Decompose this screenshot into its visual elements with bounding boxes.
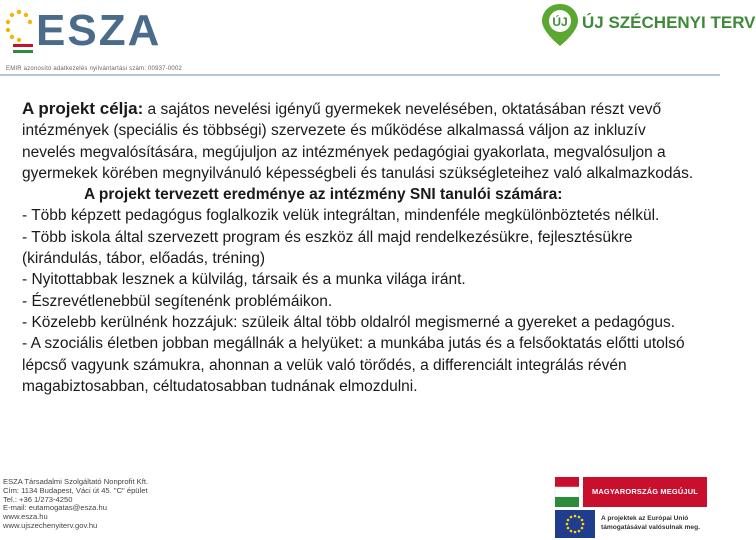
result-item: - Közelebb kerülnénk hozzájuk: szüleik által több oldalról megismerné a gyereket a pedagógus. — [22, 313, 676, 331]
hungarian-flag-icon — [555, 477, 579, 507]
contact-org: ESZA Társadalmi Szolgáltató Nonprofit Kft. — [3, 477, 149, 486]
location-pin-icon — [540, 2, 580, 48]
result-item: - A szociális életben jobban megállnák a helyüket: a munkába jutás és a felsőoktatás előtti utolsó lépcső vagyunk számukra, ahonnan a velük való törődés, a differenciált integrálás révén magabiztosabban, céltudatosabban tudnának elmozdulni. — [22, 335, 685, 395]
hungary-renews-text: MAGYARORSZÁG MEGÚJUL — [583, 477, 707, 507]
uj-szechenyi-terv-text: ÚJ SZÉCHENYI TERV — [582, 13, 756, 32]
uj-szechenyi-terv-logo — [540, 2, 756, 50]
project-goal-text: a sajátos nevelési igényű gyermekek nevelésében, oktatásában részt vevő intézmények (speciális és többségi) szervezete és működése alkalmassá váljon az inkluzív nevelés megvalósítására, megújuljon az intézmények pedagógiai gyakorlata, megvalósuljon a gyermekek körében megnyilvánuló képességbeli és tanulási szükségleteihez való alkalmazkodás. — [22, 101, 694, 182]
star-circle-icon — [4, 6, 34, 56]
result-item: - Több iskola által szervezett program és eszköz áll majd rendelkezésükre, fejlesztésükre (kirándulás, tábor, előadás, tréning) — [22, 228, 633, 268]
result-item: - Több képzett pedagógus foglalkozik velük integráltan, mindenféle megkülönböztetés nélkül. — [22, 207, 660, 225]
contact-phone: Tel.: +36 1/273-4250 — [3, 494, 73, 504]
contact-website-esza[interactable]: www.esza.hu — [3, 512, 48, 522]
main-content — [22, 98, 702, 397]
result-item: - Nyitottabbak lesznek a külvilág, társaik és a munka világa iránt. — [22, 271, 466, 289]
project-goal-label: A projekt célja: — [22, 99, 144, 118]
esza-logo-text: ESZA — [36, 6, 162, 55]
esza-logo — [4, 6, 162, 56]
page-header — [0, 0, 756, 76]
result-item: - Észrevétlenebbül segítenénk problémáikon. — [22, 292, 333, 310]
project-goal-paragraph — [22, 98, 702, 184]
contact-address: Cím: 1134 Budapest, Váci út 45. "C" épület — [3, 485, 148, 495]
eu-flag-icon — [555, 510, 595, 538]
eu-support-badge — [555, 509, 720, 539]
contact-email[interactable]: E-mail: eutamogatas@esza.hu — [3, 503, 107, 513]
hungary-renews-badge — [555, 477, 715, 507]
contact-block — [3, 478, 148, 531]
eu-support-text: A projektek az Európai Unió támogatásával valósulnak meg. — [601, 515, 700, 531]
registry-text: EMIR azonosító adatkezelés nyilvántartási szám: 00937-0002 — [6, 66, 183, 72]
svg-text:ÚJ: ÚJ — [552, 15, 568, 29]
header-divider — [0, 74, 720, 76]
contact-website-szt[interactable]: www.ujszechenyiterv.gov.hu — [3, 520, 98, 530]
expected-results-heading: A projekt tervezett eredménye az intézmény SNI tanulói számára: — [84, 186, 563, 204]
